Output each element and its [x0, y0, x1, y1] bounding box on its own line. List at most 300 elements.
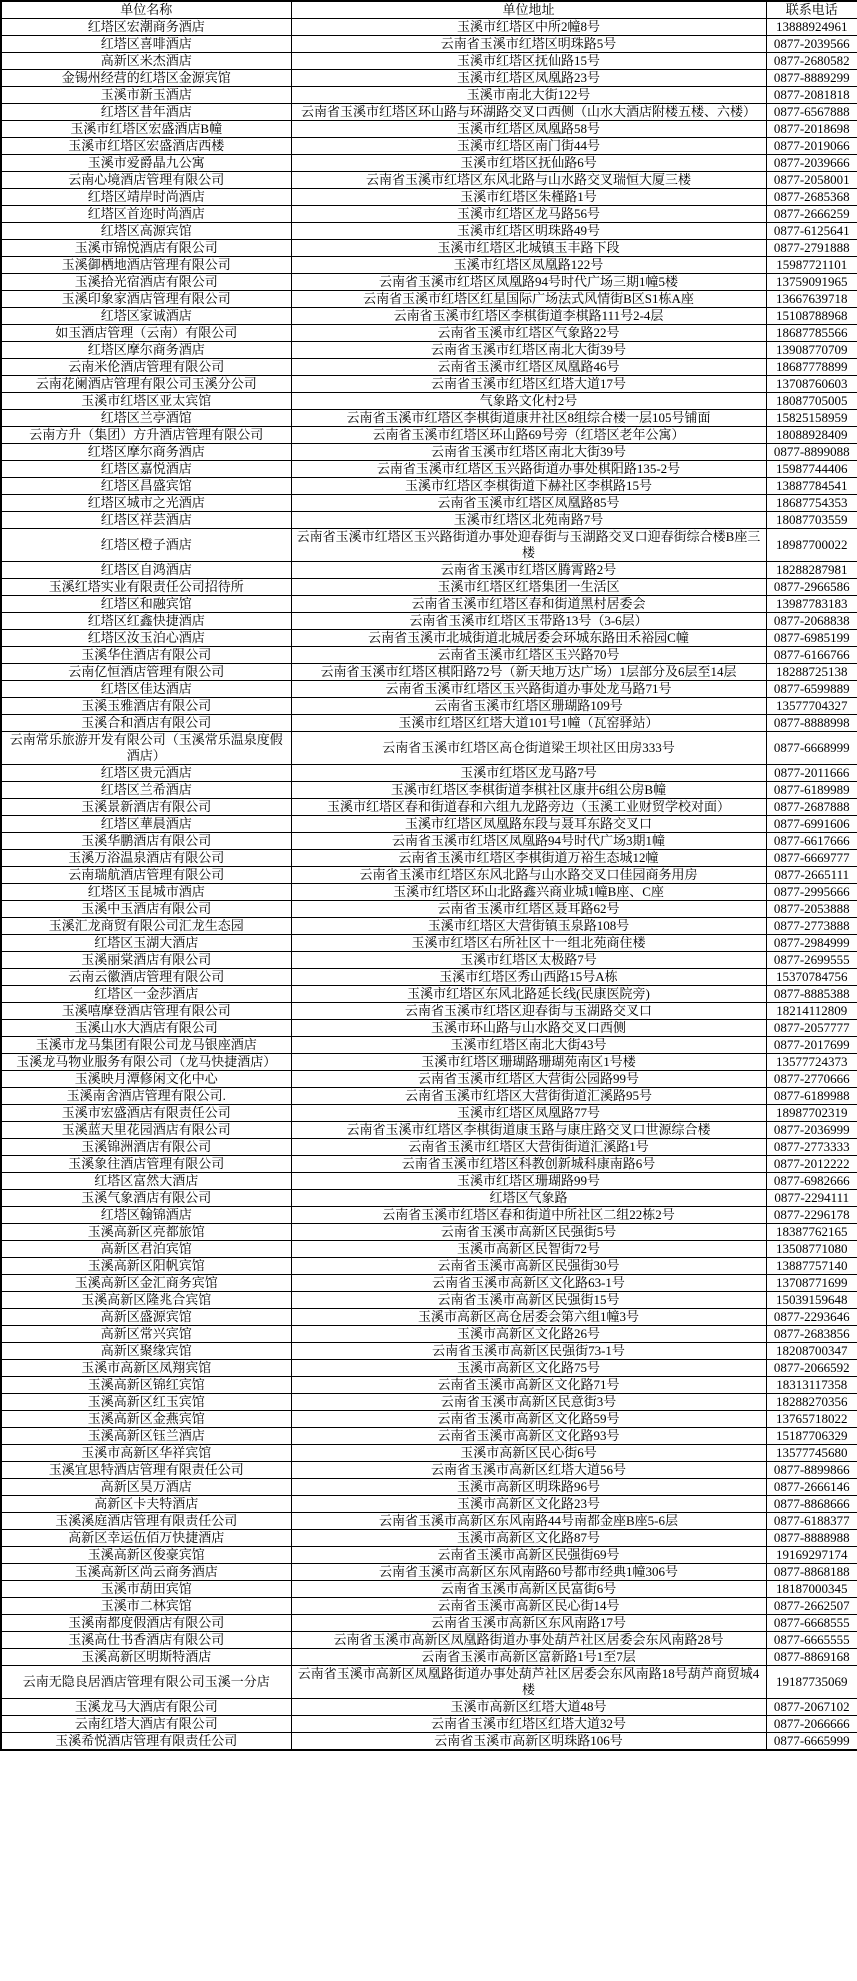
phone-cell: 0877-6189988 [766, 1088, 857, 1105]
phone-cell: 0877-2017699 [766, 1037, 857, 1054]
phone-cell: 18687778899 [766, 359, 857, 376]
unit-address-cell: 玉溪市红塔区红塔大道101号1幢（瓦窑驿站） [291, 715, 766, 732]
phone-cell: 19187735069 [766, 1666, 857, 1699]
unit-name-cell: 玉溪景新酒店有限公司 [1, 799, 291, 816]
table-row [1, 884, 857, 901]
table-row [1, 1699, 857, 1716]
table-row [1, 461, 857, 478]
unit-address-cell: 云南省玉溪市红塔区春和街道中所社区二组22栋2号 [291, 1207, 766, 1224]
unit-name-cell: 玉溪象往酒店管理有限公司 [1, 1156, 291, 1173]
phone-cell: 15825158959 [766, 410, 857, 427]
unit-name-cell: 红塔区昔年酒店 [1, 104, 291, 121]
unit-address-cell: 玉溪市红塔区凤凰路122号 [291, 257, 766, 274]
phone-cell: 13759091965 [766, 274, 857, 291]
phone-cell: 0877-6125641 [766, 223, 857, 240]
unit-address-cell: 云南省玉溪市高新区东风南路44号南都金座B座5-6层 [291, 1513, 766, 1530]
table-row [1, 1020, 857, 1037]
unit-name-cell: 玉溪龙马物业服务有限公司（龙马快捷酒店） [1, 1054, 291, 1071]
phone-cell: 0877-2018698 [766, 121, 857, 138]
unit-name-cell: 红塔区昌盛宾馆 [1, 478, 291, 495]
phone-cell: 13708771699 [766, 1275, 857, 1292]
unit-name-cell: 红塔区家诚酒店 [1, 308, 291, 325]
unit-name-cell: 云南常乐旅游开发有限公司（玉溪常乐温泉度假酒店） [1, 732, 291, 765]
unit-address-cell: 云南省玉溪市红塔区凤凰路46号 [291, 359, 766, 376]
phone-cell: 0877-2057777 [766, 1020, 857, 1037]
table-row [1, 1309, 857, 1326]
unit-name-cell: 红塔区一金莎酒店 [1, 986, 291, 1003]
unit-address-cell: 云南省玉溪市高新区凤凰路街道办事处葫芦社区居委会东风南路28号 [291, 1632, 766, 1649]
table-row [1, 104, 857, 121]
unit-name-cell: 高新区昊万酒店 [1, 1479, 291, 1496]
unit-name-cell: 云南无隐良居酒店管理有限公司玉溪一分店 [1, 1666, 291, 1699]
phone-cell: 13987783183 [766, 596, 857, 613]
phone-cell: 0877-8889299 [766, 70, 857, 87]
unit-name-cell: 红塔区靖岸时尚酒店 [1, 189, 291, 206]
table-row [1, 579, 857, 596]
phone-cell: 15108788968 [766, 308, 857, 325]
unit-address-cell: 玉溪市红塔区东风北路延长线(民康医院旁) [291, 986, 766, 1003]
unit-address-cell: 云南省玉溪市红塔区李棋街道万裕生态城12幢 [291, 850, 766, 867]
unit-address-cell: 云南省玉溪市红塔区南北大街39号 [291, 342, 766, 359]
unit-address-cell: 云南省玉溪市红塔区明珠路5号 [291, 36, 766, 53]
table-row [1, 681, 857, 698]
unit-address-cell: 云南省玉溪市红塔区高仓街道梁王坝社区田房333号 [291, 732, 766, 765]
unit-name-cell: 红塔区翰锦酒店 [1, 1207, 291, 1224]
phone-cell: 0877-8888998 [766, 715, 857, 732]
unit-address-cell: 云南省玉溪市高新区民心街14号 [291, 1598, 766, 1615]
header-unit-name: 单位名称 [1, 1, 291, 19]
table-row [1, 1411, 857, 1428]
phone-cell: 0877-2699555 [766, 952, 857, 969]
table-row [1, 630, 857, 647]
table-row [1, 952, 857, 969]
unit-address-cell: 玉溪市红塔区抚仙路15号 [291, 53, 766, 70]
unit-address-cell: 云南省玉溪市红塔区凤凰路94号时代广场三期1幢5楼 [291, 274, 766, 291]
phone-cell: 0877-2066666 [766, 1716, 857, 1733]
phone-cell: 0877-8885388 [766, 986, 857, 1003]
unit-name-cell: 红塔区和融宾馆 [1, 596, 291, 613]
table-row [1, 782, 857, 799]
phone-cell: 13577704327 [766, 698, 857, 715]
unit-name-cell: 玉溪高新区红玉宾馆 [1, 1394, 291, 1411]
unit-address-cell: 玉溪市红塔区珊瑚路99号 [291, 1173, 766, 1190]
unit-address-cell: 云南省玉溪市红塔区环山路69号旁（红塔区老年公寓） [291, 427, 766, 444]
unit-address-cell: 玉溪市高新区民心街6号 [291, 1445, 766, 1462]
table-row [1, 1275, 857, 1292]
unit-address-cell: 玉溪市红塔区太极路7号 [291, 952, 766, 969]
phone-cell: 0877-2773333 [766, 1139, 857, 1156]
unit-address-cell: 云南省玉溪市红塔区玉兴路街道办事处棋阳路135-2号 [291, 461, 766, 478]
unit-address-cell: 云南省玉溪市高新区红塔大道56号 [291, 1462, 766, 1479]
unit-name-cell: 玉溪蓝天里花园酒店有限公司 [1, 1122, 291, 1139]
unit-address-cell: 玉溪市红塔区龙马路56号 [291, 206, 766, 223]
unit-name-cell: 红塔区嘉悦酒店 [1, 461, 291, 478]
unit-name-cell: 玉溪映月潭修闲文化中心 [1, 1071, 291, 1088]
table-row [1, 87, 857, 104]
phone-cell: 0877-6668999 [766, 732, 857, 765]
unit-address-cell: 玉溪市高新区文化路26号 [291, 1326, 766, 1343]
table-row [1, 562, 857, 579]
phone-cell: 0877-2680582 [766, 53, 857, 70]
table-row [1, 240, 857, 257]
phone-cell: 18288287981 [766, 562, 857, 579]
unit-address-cell: 玉溪市红塔区凤凰路58号 [291, 121, 766, 138]
table-row [1, 1037, 857, 1054]
phone-cell: 18087703559 [766, 512, 857, 529]
phone-cell: 0877-6166766 [766, 647, 857, 664]
unit-name-cell: 玉溪拾光宿酒店有限公司 [1, 274, 291, 291]
table-row [1, 867, 857, 884]
phone-cell: 0877-6669777 [766, 850, 857, 867]
unit-name-cell: 玉溪御栖地酒店管理有限公司 [1, 257, 291, 274]
phone-cell: 0877-2058001 [766, 172, 857, 189]
unit-address-cell: 玉溪市南北大街122号 [291, 87, 766, 104]
table-row [1, 1496, 857, 1513]
unit-address-cell: 玉溪市红塔区李棋街道下赫社区李棋路15号 [291, 478, 766, 495]
unit-name-cell: 高新区盛源宾馆 [1, 1309, 291, 1326]
unit-name-cell: 玉溪市葫田宾馆 [1, 1581, 291, 1598]
unit-name-cell: 红塔区玉湖大酒店 [1, 935, 291, 952]
phone-cell: 0877-6189989 [766, 782, 857, 799]
table-row [1, 274, 857, 291]
phone-cell: 13887757140 [766, 1258, 857, 1275]
unit-name-cell: 玉溪红塔实业有限责任公司招待所 [1, 579, 291, 596]
unit-name-cell: 金锡州经营的红塔区金源宾馆 [1, 70, 291, 87]
unit-name-cell: 玉溪华住酒店有限公司 [1, 647, 291, 664]
phone-cell: 0877-2039666 [766, 155, 857, 172]
unit-address-cell: 玉溪市红塔区凤凰路23号 [291, 70, 766, 87]
unit-address-cell: 云南省玉溪市高新区明珠路106号 [291, 1733, 766, 1751]
unit-address-cell: 玉溪市红塔区春和街道春和六组九龙路旁边（玉溪工业财贸学校对面） [291, 799, 766, 816]
table-row [1, 1190, 857, 1207]
phone-cell: 0877-2770666 [766, 1071, 857, 1088]
unit-address-cell: 云南省玉溪市红塔区凤凰路94号时代广场3期1幢 [291, 833, 766, 850]
unit-address-cell: 云南省玉溪市红塔区大营街公园路99号 [291, 1071, 766, 1088]
table-row [1, 223, 857, 240]
table-row [1, 342, 857, 359]
table-row [1, 121, 857, 138]
unit-name-cell: 玉溪市二林宾馆 [1, 1598, 291, 1615]
phone-cell: 18288270356 [766, 1394, 857, 1411]
unit-address-cell: 云南省玉溪市红塔区珊瑚路109号 [291, 698, 766, 715]
table-header [1, 1, 857, 19]
unit-name-cell: 云南米伦酒店管理有限公司 [1, 359, 291, 376]
phone-cell: 18214112809 [766, 1003, 857, 1020]
table-row [1, 1513, 857, 1530]
unit-name-cell: 红塔区富然大酒店 [1, 1173, 291, 1190]
unit-address-cell: 玉溪市红塔区大营街镇玉泉路108号 [291, 918, 766, 935]
unit-address-cell: 云南省玉溪市红塔区红塔大道32号 [291, 1716, 766, 1733]
table-row [1, 1445, 857, 1462]
unit-address-cell: 玉溪市高新区高仓居委会第六组1幢3号 [291, 1309, 766, 1326]
unit-address-cell: 云南省玉溪市红塔区迎春街与玉湖路交叉口 [291, 1003, 766, 1020]
unit-name-cell: 玉溪高仕书香酒店有限公司 [1, 1632, 291, 1649]
table-row [1, 1666, 857, 1699]
phone-cell: 0877-2039566 [766, 36, 857, 53]
table-row [1, 36, 857, 53]
table-row [1, 647, 857, 664]
table-row [1, 1139, 857, 1156]
unit-name-cell: 红塔区红鑫快捷酒店 [1, 613, 291, 630]
unit-address-cell: 玉溪市高新区文化路75号 [291, 1360, 766, 1377]
unit-name-cell: 玉溪合和酒店有限公司 [1, 715, 291, 732]
unit-name-cell: 玉溪山水大酒店有限公司 [1, 1020, 291, 1037]
unit-name-cell: 玉溪高新区明斯特酒店 [1, 1649, 291, 1666]
unit-address-cell: 云南省玉溪市红塔区大营街街道汇溪路1号 [291, 1139, 766, 1156]
phone-cell: 0877-2019066 [766, 138, 857, 155]
unit-address-cell: 玉溪市红塔区南北大街43号 [291, 1037, 766, 1054]
phone-cell: 0877-2966586 [766, 579, 857, 596]
table-row [1, 1632, 857, 1649]
unit-name-cell: 云南花阑酒店管理有限公司玉溪分公司 [1, 376, 291, 393]
table-row [1, 765, 857, 782]
unit-address-cell: 玉溪市高新区明珠路96号 [291, 1479, 766, 1496]
table-row [1, 698, 857, 715]
phone-cell: 18288725138 [766, 664, 857, 681]
phone-cell: 18687785566 [766, 325, 857, 342]
unit-name-cell: 高新区君泊宾馆 [1, 1241, 291, 1258]
unit-name-cell: 玉溪高新区亮都旅馆 [1, 1224, 291, 1241]
phone-cell: 13708760603 [766, 376, 857, 393]
phone-cell: 0877-6599889 [766, 681, 857, 698]
unit-name-cell: 玉溪气象酒店有限公司 [1, 1190, 291, 1207]
table-row [1, 70, 857, 87]
unit-name-cell: 红塔区祥芸酒店 [1, 512, 291, 529]
unit-name-cell: 红塔区汝玉泊心酒店 [1, 630, 291, 647]
unit-address-cell: 玉溪市红塔区龙马路7号 [291, 765, 766, 782]
unit-address-cell: 玉溪市红塔区秀山西路15号A栋 [291, 969, 766, 986]
unit-address-cell: 云南省玉溪市高新区民富街6号 [291, 1581, 766, 1598]
unit-name-cell: 云南亿恒酒店管理有限公司 [1, 664, 291, 681]
header-row [1, 1, 857, 19]
unit-address-cell: 云南省玉溪市红塔区李棋街道康玉路与康庄路交叉口世源综合楼 [291, 1122, 766, 1139]
table-row [1, 816, 857, 833]
table-row [1, 715, 857, 732]
phone-cell: 0877-2791888 [766, 240, 857, 257]
table-row [1, 1122, 857, 1139]
unit-name-cell: 红塔区城市之光酒店 [1, 495, 291, 512]
unit-name-cell: 高新区聚缘宾馆 [1, 1343, 291, 1360]
unit-name-cell: 如玉酒店管理（云南）有限公司 [1, 325, 291, 342]
unit-name-cell: 玉溪市爱爵晶九公寓 [1, 155, 291, 172]
phone-cell: 0877-8868666 [766, 1496, 857, 1513]
phone-cell: 15987721101 [766, 257, 857, 274]
phone-cell: 13508771080 [766, 1241, 857, 1258]
unit-name-cell: 玉溪印象家酒店管理有限公司 [1, 291, 291, 308]
unit-name-cell: 高新区常兴宾馆 [1, 1326, 291, 1343]
unit-name-cell: 玉溪市龙马集团有限公司龙马银座酒店 [1, 1037, 291, 1054]
phone-cell: 0877-6665555 [766, 1632, 857, 1649]
unit-address-cell: 玉溪市高新区民智街72号 [291, 1241, 766, 1258]
unit-address-cell: 云南省玉溪市红塔区东风北路与山水路交叉口佳园商务用房 [291, 867, 766, 884]
phone-cell: 0877-8899088 [766, 444, 857, 461]
unit-name-cell: 红塔区兰亭酒馆 [1, 410, 291, 427]
unit-name-cell: 红塔区兰希酒店 [1, 782, 291, 799]
unit-name-cell: 玉溪汇龙商贸有限公司汇龙生态园 [1, 918, 291, 935]
unit-address-cell: 云南省玉溪市红塔区科教创新城科康南路6号 [291, 1156, 766, 1173]
phone-cell: 18987702319 [766, 1105, 857, 1122]
phone-cell: 0877-2662507 [766, 1598, 857, 1615]
table-row [1, 901, 857, 918]
phone-cell: 0877-2066592 [766, 1360, 857, 1377]
table-row [1, 969, 857, 986]
table-row [1, 393, 857, 410]
unit-name-cell: 玉溪市红塔区宏盛酒店B幢 [1, 121, 291, 138]
phone-cell: 0877-2296178 [766, 1207, 857, 1224]
phone-cell: 0877-2036999 [766, 1122, 857, 1139]
phone-cell: 0877-8888988 [766, 1530, 857, 1547]
phone-cell: 0877-2687888 [766, 799, 857, 816]
table-row [1, 918, 857, 935]
table-row [1, 410, 857, 427]
unit-address-cell: 玉溪市红塔区凤凰路77号 [291, 1105, 766, 1122]
phone-cell: 13577745680 [766, 1445, 857, 1462]
unit-address-cell: 云南省玉溪市红塔区春和街道黑村居委会 [291, 596, 766, 613]
unit-name-cell: 玉溪宜思特酒店管理有限责任公司 [1, 1462, 291, 1479]
table-row [1, 799, 857, 816]
unit-name-cell: 玉溪高新区尚云商务酒店 [1, 1564, 291, 1581]
table-row [1, 1547, 857, 1564]
unit-name-cell: 红塔区佳达酒店 [1, 681, 291, 698]
unit-name-cell: 玉溪高新区阳帆宾馆 [1, 1258, 291, 1275]
table-row [1, 1071, 857, 1088]
unit-name-cell: 红塔区玉昆城市酒店 [1, 884, 291, 901]
unit-address-cell: 云南省玉溪市红塔区环山路与环湖路交叉口西侧（山水大酒店附楼五楼、六楼） [291, 104, 766, 121]
table-row [1, 189, 857, 206]
unit-name-cell: 玉溪市高新区华祥宾馆 [1, 1445, 291, 1462]
table-row [1, 1733, 857, 1751]
unit-address-cell: 云南省玉溪市红塔区李棋街道康井社区8组综合楼一层105号铺面 [291, 410, 766, 427]
unit-name-cell: 红塔区高源宾馆 [1, 223, 291, 240]
phone-cell: 0877-2068838 [766, 613, 857, 630]
unit-name-cell: 云南心境酒店管理有限公司 [1, 172, 291, 189]
phone-cell: 0877-6991606 [766, 816, 857, 833]
phone-cell: 18987700022 [766, 529, 857, 562]
table-row [1, 53, 857, 70]
phone-cell: 0877-6567888 [766, 104, 857, 121]
table-row [1, 1394, 857, 1411]
unit-name-cell: 玉溪市红塔区宏盛酒店西楼 [1, 138, 291, 155]
phone-cell: 0877-6617666 [766, 833, 857, 850]
unit-address-cell: 云南省玉溪市红塔区聂耳路62号 [291, 901, 766, 918]
unit-name-cell: 玉溪龙马大酒店有限公司 [1, 1699, 291, 1716]
phone-cell: 0877-2683856 [766, 1326, 857, 1343]
table-row [1, 935, 857, 952]
unit-address-cell: 玉溪市红塔区环山北路鑫兴商业城1幢B座、C座 [291, 884, 766, 901]
table-row [1, 1615, 857, 1632]
table-row [1, 850, 857, 867]
unit-name-cell: 红塔区贵元酒店 [1, 765, 291, 782]
unit-address-cell: 云南省玉溪市高新区凤凰路街道办事处葫芦社区居委会东风南路18号葫芦商贸城4楼 [291, 1666, 766, 1699]
unit-name-cell: 玉溪中玉酒店有限公司 [1, 901, 291, 918]
phone-cell: 0877-8868188 [766, 1564, 857, 1581]
table-row [1, 1292, 857, 1309]
unit-address-cell: 玉溪市红塔区红塔集团一生活区 [291, 579, 766, 596]
phone-cell: 0877-2995666 [766, 884, 857, 901]
unit-address-cell: 玉溪市红塔区北苑南路7号 [291, 512, 766, 529]
phone-cell: 0877-2293646 [766, 1309, 857, 1326]
unit-address-cell: 云南省玉溪市高新区文化路63-1号 [291, 1275, 766, 1292]
table-row [1, 308, 857, 325]
unit-address-cell: 云南省玉溪市高新区民强街15号 [291, 1292, 766, 1309]
unit-name-cell: 玉溪希悦酒店管理有限责任公司 [1, 1733, 291, 1751]
table-row [1, 1258, 857, 1275]
unit-address-cell: 云南省玉溪市红塔区凤凰路85号 [291, 495, 766, 512]
table-row [1, 291, 857, 308]
unit-address-cell: 云南省玉溪市红塔区玉带路13号（3-6层） [291, 613, 766, 630]
table-row [1, 1241, 857, 1258]
unit-name-cell: 玉溪市红塔区亚太宾馆 [1, 393, 291, 410]
unit-name-cell: 玉溪高新区隆兆合宾馆 [1, 1292, 291, 1309]
phone-cell: 0877-6982666 [766, 1173, 857, 1190]
phone-cell: 15187706329 [766, 1428, 857, 1445]
unit-name-cell: 玉溪南舍酒店管理有限公司. [1, 1088, 291, 1105]
table-row [1, 529, 857, 562]
unit-address-cell: 玉溪市高新区文化路23号 [291, 1496, 766, 1513]
table-body [1, 19, 857, 1751]
phone-cell: 19169297174 [766, 1547, 857, 1564]
table-row [1, 1598, 857, 1615]
unit-name-cell: 玉溪玉雅酒店有限公司 [1, 698, 291, 715]
table-row [1, 833, 857, 850]
phone-cell: 0877-2053888 [766, 901, 857, 918]
unit-name-cell: 玉溪市锦悦酒店有限公司 [1, 240, 291, 257]
unit-name-cell: 红塔区橙子酒店 [1, 529, 291, 562]
unit-address-cell: 玉溪市红塔区中所2幢8号 [291, 19, 766, 36]
table-row [1, 1207, 857, 1224]
unit-address-cell: 玉溪市红塔区明珠路49号 [291, 223, 766, 240]
unit-address-cell: 云南省玉溪市红塔区气象路22号 [291, 325, 766, 342]
unit-address-cell: 云南省玉溪市红塔区玉兴路街道办事处迎春街与玉湖路交叉口迎春街综合楼B座三楼 [291, 529, 766, 562]
table-row [1, 1564, 857, 1581]
phone-cell: 13765718022 [766, 1411, 857, 1428]
unit-address-cell: 云南省玉溪市高新区文化路71号 [291, 1377, 766, 1394]
phone-cell: 0877-2773888 [766, 918, 857, 935]
phone-cell: 13577724373 [766, 1054, 857, 1071]
phone-cell: 0877-2666146 [766, 1479, 857, 1496]
unit-name-cell: 红塔区自鸿酒店 [1, 562, 291, 579]
unit-name-cell: 云南瑞航酒店管理有限公司 [1, 867, 291, 884]
table-row [1, 613, 857, 630]
table-row [1, 1428, 857, 1445]
table-row [1, 1649, 857, 1666]
unit-address-cell: 云南省玉溪市红塔区玉兴路70号 [291, 647, 766, 664]
table-row [1, 1462, 857, 1479]
table-row [1, 1479, 857, 1496]
table-row [1, 1105, 857, 1122]
phone-cell: 0877-2685368 [766, 189, 857, 206]
unit-address-cell: 云南省玉溪市高新区东风南路17号 [291, 1615, 766, 1632]
unit-address-cell: 云南省玉溪市高新区民强街5号 [291, 1224, 766, 1241]
phone-cell: 0877-6188377 [766, 1513, 857, 1530]
table-row [1, 1003, 857, 1020]
unit-address-cell: 云南省玉溪市红塔区南北大街39号 [291, 444, 766, 461]
phone-cell: 13888924961 [766, 19, 857, 36]
table-row [1, 1224, 857, 1241]
unit-name-cell: 高新区幸运伍佰万快捷酒店 [1, 1530, 291, 1547]
phone-cell: 15987744406 [766, 461, 857, 478]
phone-cell: 0877-2294111 [766, 1190, 857, 1207]
unit-address-cell: 云南省玉溪市高新区东风南路60号都市经典1幢306号 [291, 1564, 766, 1581]
unit-name-cell: 红塔区摩尔商务酒店 [1, 444, 291, 461]
phone-cell: 13908770709 [766, 342, 857, 359]
unit-name-cell: 云南云徽酒店管理有限公司 [1, 969, 291, 986]
unit-name-cell: 云南方升（集团）方升酒店管理有限公司 [1, 427, 291, 444]
unit-name-cell: 玉溪市高新区凤翔宾馆 [1, 1360, 291, 1377]
unit-address-cell: 玉溪市红塔区右所社区十一组北苑商住楼 [291, 935, 766, 952]
table-row [1, 1156, 857, 1173]
unit-name-cell: 高新区卡夫特酒店 [1, 1496, 291, 1513]
